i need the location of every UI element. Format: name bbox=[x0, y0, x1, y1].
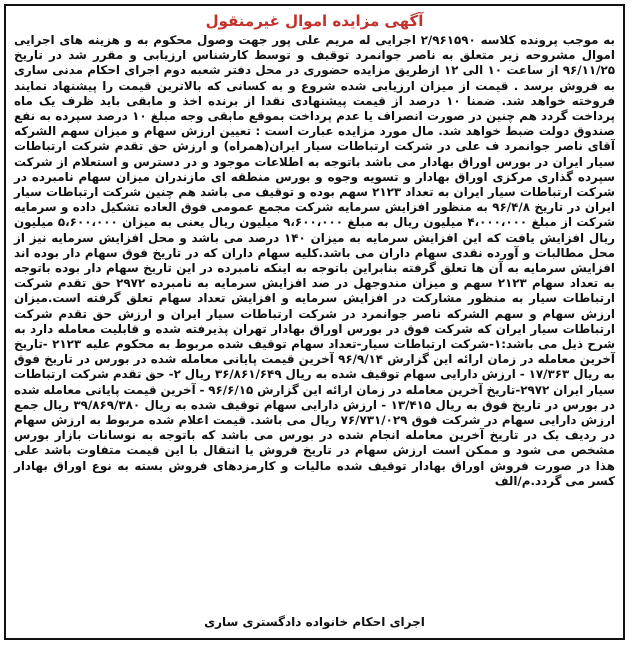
notice-body: به موجب پرونده کلاسه ۲/۹۶۱۵۹۰ اجرایی له مریم علی پور جهت وصول محکوم به و هزینه های اجرایی اموال مشروحه زیر متعلق به ناصر جوانمرد توقیف و توسط کارشناس ارزیابی و مقرر شد در تاریخ ۹۶/۱۱/۲۵ از ساعت ۱۰ الی ۱۲ ازطریق مزایده حضوری در محل دفتر شعبه دوم اجرای احکام مدنی ساری به فروش برسد . قیمت از میزان ارزیابی شده شروع و به کسانی که بالاترین قیمت را پیشنهاد نمایند فروخته خواهد شد. ضمنا ۱۰ درصد از قیمت پیشنهادی نقدا از برنده اخذ و مابقی باید ظرف یک ماه پرداخت گردد هم چنین در صورت انصراف یا عدم پرداخت بموقع مابقی وجه مبلغ ۱۰ درصد سپرده به نفع صندوق دولت ضبط خواهد شد. مال مورد مزایده عبارت است : تعیین ارزش سهام و میزان سهم الشرکه آقای ناصر جوانمرد ف علی در شرکت ارتباطات سیار ایران(همراه) و ارزش حق تقدم شرکت ارتباطات سیار ایران در بورس اوراق بهادار می باشد باتوجه به اطلاعات موجود و در دسترس و استعلام از شرکت سپرده گذاری مرکزی اوراق بهادار و تسویه وجوه و بورس منطقه ای مازندران میزان سهام نامبرده در شرکت ارتباطات سیار ایران به تعداد ۲۱۲۳ سهم بوده و توقیف می باشد هم چنین شرکت ارتباطات سیار ایران در تاریخ ۹۶/۴/۸ به منظور افزایش سرمایه شرکت مجمع عمومی فوق العاده تشکیل داده و سرمایه شرکت از مبلغ ۴،۰۰۰،۰۰۰ میلیون ریال به مبلغ ۹،۶۰۰،۰۰۰ میلیون ریال یعنی به میزان ۵،۶۰۰،۰۰۰ میلیون ریال افزایش یافت که این افزایش سرمایه به میزان ۱۴۰ درصد می باشد و محل افزایش سرمایه نیز از محل مطالبات و آورده نقدی سهام داران می باشد.کلیه سهام داران که در تاریخ فوق سهام دار بوده اند افزایش سرمایه به آن ها تعلق گرفته بنابراین باتوجه به اینکه نامبرده در این تاریخ سهام دار بوده باتوجه به تعداد سهام ۲۱۲۳ سهم و میزان مندوجهل در صد افزایش سرمایه به نامبرده ۲۹۷۲ حق تقدم شرکت ارتباطات سیار به منظور مشارکت در افزایش سرمایه و افزایش تعداد سهام تعلق گرفته است.میزان ارزش سهام و سهم الشرکه ناصر جوانمرد در شرکت ارتباطات سیار ایران و ارزش حق تقدم شرکت ارتباطات سیار ایران که شرکت فوق در بورس اوراق بهادار تهران پذیرفته شده و قابلیت معامله دارد به شرح ذیل می باشد:۱-شرکت ارتباطات سیار-تعداد سهام توقیف شده مربوط به محکوم علیه ۲۱۲۳ -تاریخ آخرین معامله در زمان ارائه این گزارش ۹۶/۹/۱۴ آخرین قیمت پایانی معامله شده در بورس در تاریخ فوق به ریال ۱۷/۳۶۳ - ارزش دارایی سهام توقیف شده به ریال ۳۶/۸۶۱/۶۴۹ ریال ۲- حق تقدم شرکت ارتباطات سیار ایران ۲۹۷۲-تاریخ آخرین معامله در زمان ارائه این گزارش ۹۶/۶/۱۵ - آخرین قیمت پایانی معامله شده در بورس در تاریخ فوق به ریال ۱۳/۴۱۵ - ارزش دارایی سهام توقیف شده به ریال ۳۹/۸۶۹/۳۸۰ ریال جمع ارزش دارایی سهام در شرکت فوق ۷۶/۷۳۱/۰۲۹ ریال می باشد. قیمت اعلام شده مربوط به ارزش سهام در ردیف یک در تاریخ آخرین معامله انجام شده در بورس می باشد که باتوجه به نوسانات بازار بورس مشخص می شود و ممکن است ارزش سهام در تاریخ فروش یا انتقال با این قیمت متفاوت باشد علی هذا در صورت فروش اوراق بهادار توقیف شده مالیات و کارمزدهای فروش بسته به نوع اوراق بهادار کسر می گردد.م/الف bbox=[14, 33, 616, 488]
notice-signature: اجرای احکام خانواده دادگستری ساری bbox=[204, 615, 425, 629]
notice-frame bbox=[4, 4, 625, 640]
notice-title: آگهی مزایده اموال غیرمنقول bbox=[205, 12, 424, 30]
